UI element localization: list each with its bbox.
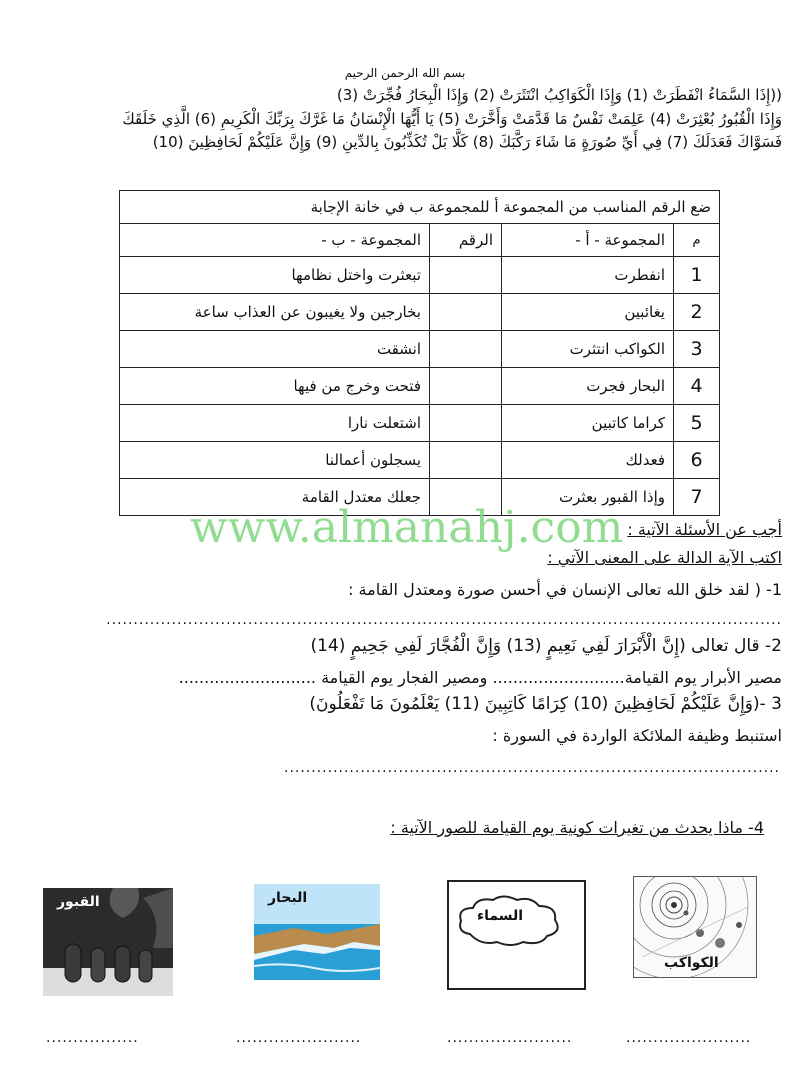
- header-answer: الرقم: [430, 224, 502, 257]
- questions-heading: أجب عن الأسئلة الآتية :: [627, 520, 782, 539]
- verse-line-2: وَإِذَا الْقُبُورُ بُعْثِرَتْ (4) عَلِمَتْ نَفْسٌ مَا قَدَّمَتْ وَأَخَّرَتْ (5) يَا أَيُّهَا الْإِنْسَانُ مَا غَرَّكَ بِرَبِّكَ الْكَرِيمِ (6) الَّذِي خَلَقَكَ: [122, 110, 782, 128]
- question-1-answer-line[interactable]: ............................................................................................................................: [106, 612, 782, 628]
- table-row: [120, 331, 720, 368]
- row-group-a: الكواكب انتثرت: [502, 331, 674, 368]
- row-group-b: تبعثرت واختل نظامها: [120, 257, 430, 294]
- planets-answer[interactable]: .......................: [626, 1030, 752, 1046]
- seas-image: [254, 884, 380, 980]
- verse-line-3: فَسَوَّاكَ فَعَدَلَكَ (7) فِي أَيِّ صُورَةٍ مَا شَاءَ رَكَّبَكَ (8) كَلَّا بَلْ تُكَذِّبُونَ بِالدِّينِ (9) وَإِنَّ عَلَيْكُمْ لَحَافِظِينَ (10): [152, 133, 782, 151]
- sky-answer[interactable]: .......................: [447, 1030, 573, 1046]
- row-num: 1: [674, 257, 720, 294]
- sky-image: [447, 880, 586, 990]
- graves-caption: القبور: [57, 894, 100, 910]
- row-group-a: فعدلك: [502, 442, 674, 479]
- question-1-text: 1- ( لقد خلق الله تعالى الإنسان في أحسن صورة ومعتدل القامة :: [348, 580, 782, 599]
- row-answer-cell[interactable]: [430, 257, 502, 294]
- row-group-a: يغائبين: [502, 294, 674, 331]
- verse-line-1: ((إِذَا السَّمَاءُ انْفَطَرَتْ (1) وَإِذَا الْكَوَاكِبُ انْتَثَرَتْ (2) وَإِذَا الْبِحَارُ فُجِّرَتْ (3): [336, 86, 782, 104]
- row-group-b: اشتعلت نارا: [120, 405, 430, 442]
- row-group-b: بخارجين ولا يغيبون عن العذاب ساعة: [120, 294, 430, 331]
- matching-table: [119, 190, 720, 516]
- question-1-intro: اكتب الآية الدالة على المعنى الآتي :: [547, 548, 782, 567]
- planets-image: [633, 876, 757, 978]
- row-group-b: جعلك معتدل القامة: [120, 479, 430, 516]
- seas-caption: البحار: [268, 890, 308, 906]
- table-row: [120, 442, 720, 479]
- row-answer-cell[interactable]: [430, 368, 502, 405]
- table-row: [120, 294, 720, 331]
- row-num: 2: [674, 294, 720, 331]
- planets-caption: الكواكب: [664, 955, 719, 971]
- basmala: بسم الله الرحمن الرحيم: [344, 66, 466, 80]
- row-group-a: كراما كاتبين: [502, 405, 674, 442]
- question-3-text: 3 -(وَإِنَّ عَلَيْكُمْ لَحَافِظِينَ (10) كِرَامًا كَاتِبِينَ (11) يَعْلَمُونَ مَا تَفْعَلُونَ): [309, 694, 782, 714]
- table-title-row: [120, 191, 720, 224]
- row-num: 6: [674, 442, 720, 479]
- row-num: 7: [674, 479, 720, 516]
- header-group-b: المجموعة - ب -: [120, 224, 430, 257]
- table-row: [120, 257, 720, 294]
- row-num: 5: [674, 405, 720, 442]
- row-group-b: فتحت وخرج من فيها: [120, 368, 430, 405]
- sky-caption: السماء: [477, 908, 524, 924]
- row-num: 4: [674, 368, 720, 405]
- graves-answer[interactable]: .................: [46, 1030, 139, 1046]
- question-2-text: 2- قال تعالى (إِنَّ الْأَبْرَارَ لَفِي نَعِيمٍ (13) وَإِنَّ الْفُجَّارَ لَفِي جَحِيمٍ (14): [310, 636, 782, 656]
- row-group-a: انفطرت: [502, 257, 674, 294]
- seas-answer[interactable]: .......................: [236, 1030, 362, 1046]
- question-4-text: 4- ماذا يحدث من تغيرات كونية يوم القيامة للصور الآتية :: [390, 818, 764, 837]
- row-answer-cell[interactable]: [430, 331, 502, 368]
- table-header-row: [120, 224, 720, 257]
- question-2-blank[interactable]: مصير الأبرار يوم القيامة.......................... ومصير الفجار يوم القيامة ...........................: [178, 668, 782, 687]
- question-3-answer-line[interactable]: ...........................................................................................: [284, 760, 780, 776]
- table-title: ضع الرقم المناسب من المجموعة أ للمجموعة ب في خانة الإجابة: [120, 191, 720, 224]
- graves-image: [43, 888, 173, 996]
- row-group-a: البحار فجرت: [502, 368, 674, 405]
- row-answer-cell[interactable]: [430, 405, 502, 442]
- question-3-instruction: استنبط وظيفة الملائكة الواردة في السورة :: [492, 726, 782, 745]
- row-answer-cell[interactable]: [430, 294, 502, 331]
- table-row: [120, 368, 720, 405]
- table-row: [120, 405, 720, 442]
- row-group-b: انشقت: [120, 331, 430, 368]
- row-num: 3: [674, 331, 720, 368]
- row-group-a: وإذا القبور بعثرت: [502, 479, 674, 516]
- header-group-a: المجموعة - أ -: [502, 224, 674, 257]
- watermark: www.almanahj.com: [190, 502, 624, 553]
- row-group-b: يسجلون أعمالنا: [120, 442, 430, 479]
- row-answer-cell[interactable]: [430, 442, 502, 479]
- header-num: م: [674, 224, 720, 257]
